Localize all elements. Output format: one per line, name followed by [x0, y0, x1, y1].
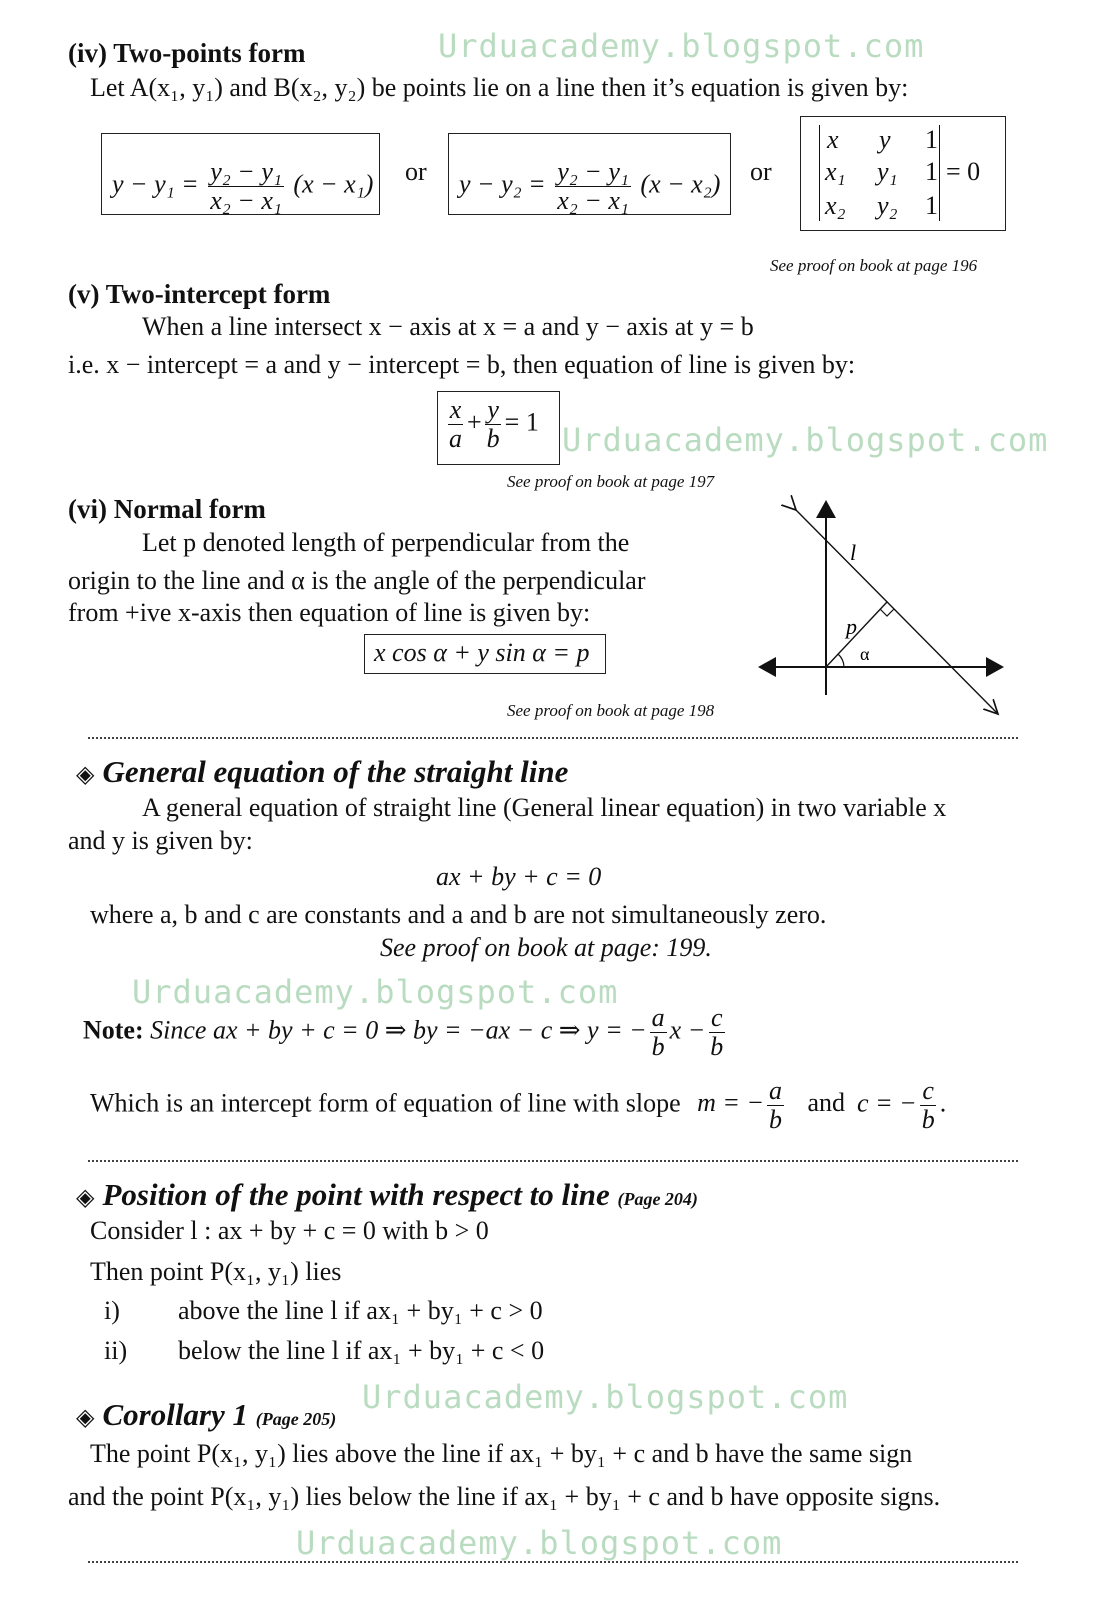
period: .	[939, 1088, 947, 1118]
frac-numerator: a	[769, 1076, 782, 1105]
x-over-a-fraction	[447, 396, 464, 453]
label-p: p	[846, 614, 857, 639]
det-cell: x₁	[825, 157, 846, 186]
c-over-b-fraction	[708, 1004, 725, 1061]
watermark: Urduacademy.blogspot.com	[438, 27, 925, 65]
note-line	[83, 1004, 728, 1061]
formula1-fraction	[208, 158, 284, 215]
two-intercept-line2: i.e. x − intercept = a and y − intercept = b, then equation of line is given by:	[68, 350, 856, 379]
section-heading-two-points: (iv) Two-points form	[68, 38, 306, 68]
slope-m: m = −	[697, 1088, 764, 1118]
general-line1: A general equation of straight line (General linear equation) in two variable x	[142, 793, 947, 822]
or-text: or	[750, 157, 772, 186]
list-item: below the line l if ax₁ + by₁ + c < 0	[178, 1336, 545, 1365]
section-heading-two-intercept: (v) Two-intercept form	[68, 279, 331, 309]
watermark: Urduacademy.blogspot.com	[562, 421, 1049, 459]
position-consider: Consider l : ax + by + c = 0 with b > 0	[90, 1216, 489, 1245]
frac-denominator: a	[449, 424, 462, 453]
det-cell: y	[879, 125, 891, 154]
or-text: or	[405, 157, 427, 186]
formula1-rhs: (x − x₁)	[293, 169, 374, 199]
det-cell: 1	[925, 191, 938, 220]
label-l: l	[850, 540, 857, 565]
list-item-num: ii)	[104, 1336, 128, 1365]
formula-box-2	[448, 133, 731, 215]
det-cell: 1	[925, 157, 938, 186]
det-equals-zero: = 0	[946, 157, 981, 186]
corollary-line2: and the point P(x₁, y₁) lies below the line if ax₁ + by₁ + c and b have opposite signs.	[68, 1482, 941, 1511]
frac-denominator: b	[486, 424, 500, 453]
determinant-box	[800, 116, 1006, 231]
corollary-heading	[76, 1397, 336, 1433]
watermark: Urduacademy.blogspot.com	[296, 1524, 783, 1562]
formula2-denominator: x₂ − x₁	[557, 186, 629, 215]
general-equation: ax + by + c = 0	[436, 862, 602, 891]
angle-alpha-arc	[838, 654, 844, 667]
heading-text: General equation of the straight line	[102, 754, 569, 789]
slope-fraction	[767, 1077, 784, 1134]
frac-denominator: b	[769, 1105, 782, 1134]
formula2-fraction	[555, 158, 631, 215]
equals-one: = 1	[504, 407, 539, 437]
general-line2: and y is given by:	[68, 826, 253, 855]
dotted-divider	[88, 737, 1018, 739]
frac-numerator: x	[449, 395, 462, 424]
frac-numerator: c	[710, 1003, 723, 1032]
a-over-b-fraction	[650, 1004, 667, 1061]
frac-numerator: y	[487, 395, 499, 424]
slope-line	[90, 1077, 946, 1134]
intercept-formula-box	[437, 391, 560, 465]
formula1-numerator: y₂ − y₁	[210, 157, 282, 186]
frac-numerator: c	[922, 1076, 934, 1105]
proof-reference: See proof on book at page 198	[507, 701, 715, 720]
label-alpha: α	[860, 644, 870, 664]
diamond-bullet-icon: ◈	[76, 1405, 95, 1431]
note-label: Note:	[83, 1015, 144, 1045]
frac-numerator: a	[651, 1003, 665, 1032]
heading-text: Corollary 1	[102, 1397, 249, 1432]
heading-text: Position of the point with respect to line	[102, 1177, 610, 1212]
frac-denominator: b	[921, 1105, 935, 1134]
which-text: Which is an intercept form of equation of line with slope	[90, 1088, 681, 1118]
plus-sign: +	[467, 407, 482, 437]
proof-reference: See proof on book at page: 199.	[380, 933, 712, 962]
page-reference: (Page 205)	[255, 1409, 337, 1429]
det-cell: x	[827, 125, 839, 154]
y-over-b-fraction	[485, 396, 502, 453]
position-heading	[76, 1177, 698, 1213]
diamond-bullet-icon: ◈	[76, 762, 95, 788]
watermark: Urduacademy.blogspot.com	[132, 973, 619, 1011]
frac-denominator: b	[710, 1032, 724, 1061]
normal-form-diagram	[740, 490, 1020, 730]
formula2-lhs: y − y₂ =	[459, 169, 546, 199]
page-reference: (Page 204)	[617, 1189, 698, 1209]
general-where: where a, b and c are constants and a and b are not simultaneously zero.	[90, 900, 827, 929]
section-heading-normal-form: (vi) Normal form	[68, 494, 266, 524]
corollary-line1: The point P(x₁, y₁) lies above the line if ax₁ + by₁ + c and b have the same sign	[90, 1439, 913, 1468]
normal-form-line3: from +ive x-axis then equation of line is given by:	[68, 598, 591, 627]
two-intercept-line1: When a line intersect x − axis at x = a and y − axis at y = b	[142, 312, 754, 341]
two-points-intro: Let A(x₁, y₁) and B(x₂, y₂) be points lie on a line then it’s equation is given by:	[90, 73, 909, 102]
dotted-divider	[88, 1160, 1018, 1162]
formula2-numerator: y₂ − y₁	[557, 157, 629, 186]
normal-formula: x cos α + y sin α = p	[374, 638, 590, 667]
watermark: Urduacademy.blogspot.com	[362, 1378, 849, 1416]
det-cell: y₁	[877, 157, 898, 186]
formula2-rhs: (x − x₂)	[640, 169, 721, 199]
normal-form-line2: origin to the line and α is the angle of the perpendicular	[68, 566, 646, 595]
list-item: above the line l if ax₁ + by₁ + c > 0	[178, 1296, 543, 1325]
det-cell: y₂	[877, 191, 898, 220]
frac-denominator: b	[651, 1032, 665, 1061]
diamond-bullet-icon: ◈	[76, 1185, 95, 1211]
c-eq: c = −	[857, 1088, 917, 1118]
c-fraction	[920, 1077, 937, 1134]
position-then: Then point P(x₁, y₁) lies	[90, 1257, 342, 1286]
normal-formula-box	[364, 634, 606, 674]
normal-form-line1: Let p denoted length of perpendicular from the	[142, 528, 630, 557]
det-cell: 1	[925, 125, 938, 154]
note-x: x −	[669, 1015, 706, 1045]
general-equation-heading	[76, 754, 568, 790]
and-text: and	[807, 1088, 846, 1118]
right-angle-mark	[880, 609, 894, 616]
det-cell: x₂	[825, 191, 846, 220]
proof-reference: See proof on book at page 197	[507, 472, 715, 491]
dotted-divider	[88, 1561, 1018, 1563]
proof-reference: See proof on book at page 196	[770, 256, 978, 275]
formula1-denominator: x₂ − x₁	[210, 186, 282, 215]
formula1-lhs: y − y₁ =	[112, 169, 199, 199]
note-text: Since ax + by + c = 0 ⇒ by = −ax − c ⇒ y = −	[150, 1015, 647, 1045]
list-item-num: i)	[104, 1296, 120, 1325]
formula-box-1	[101, 133, 380, 215]
